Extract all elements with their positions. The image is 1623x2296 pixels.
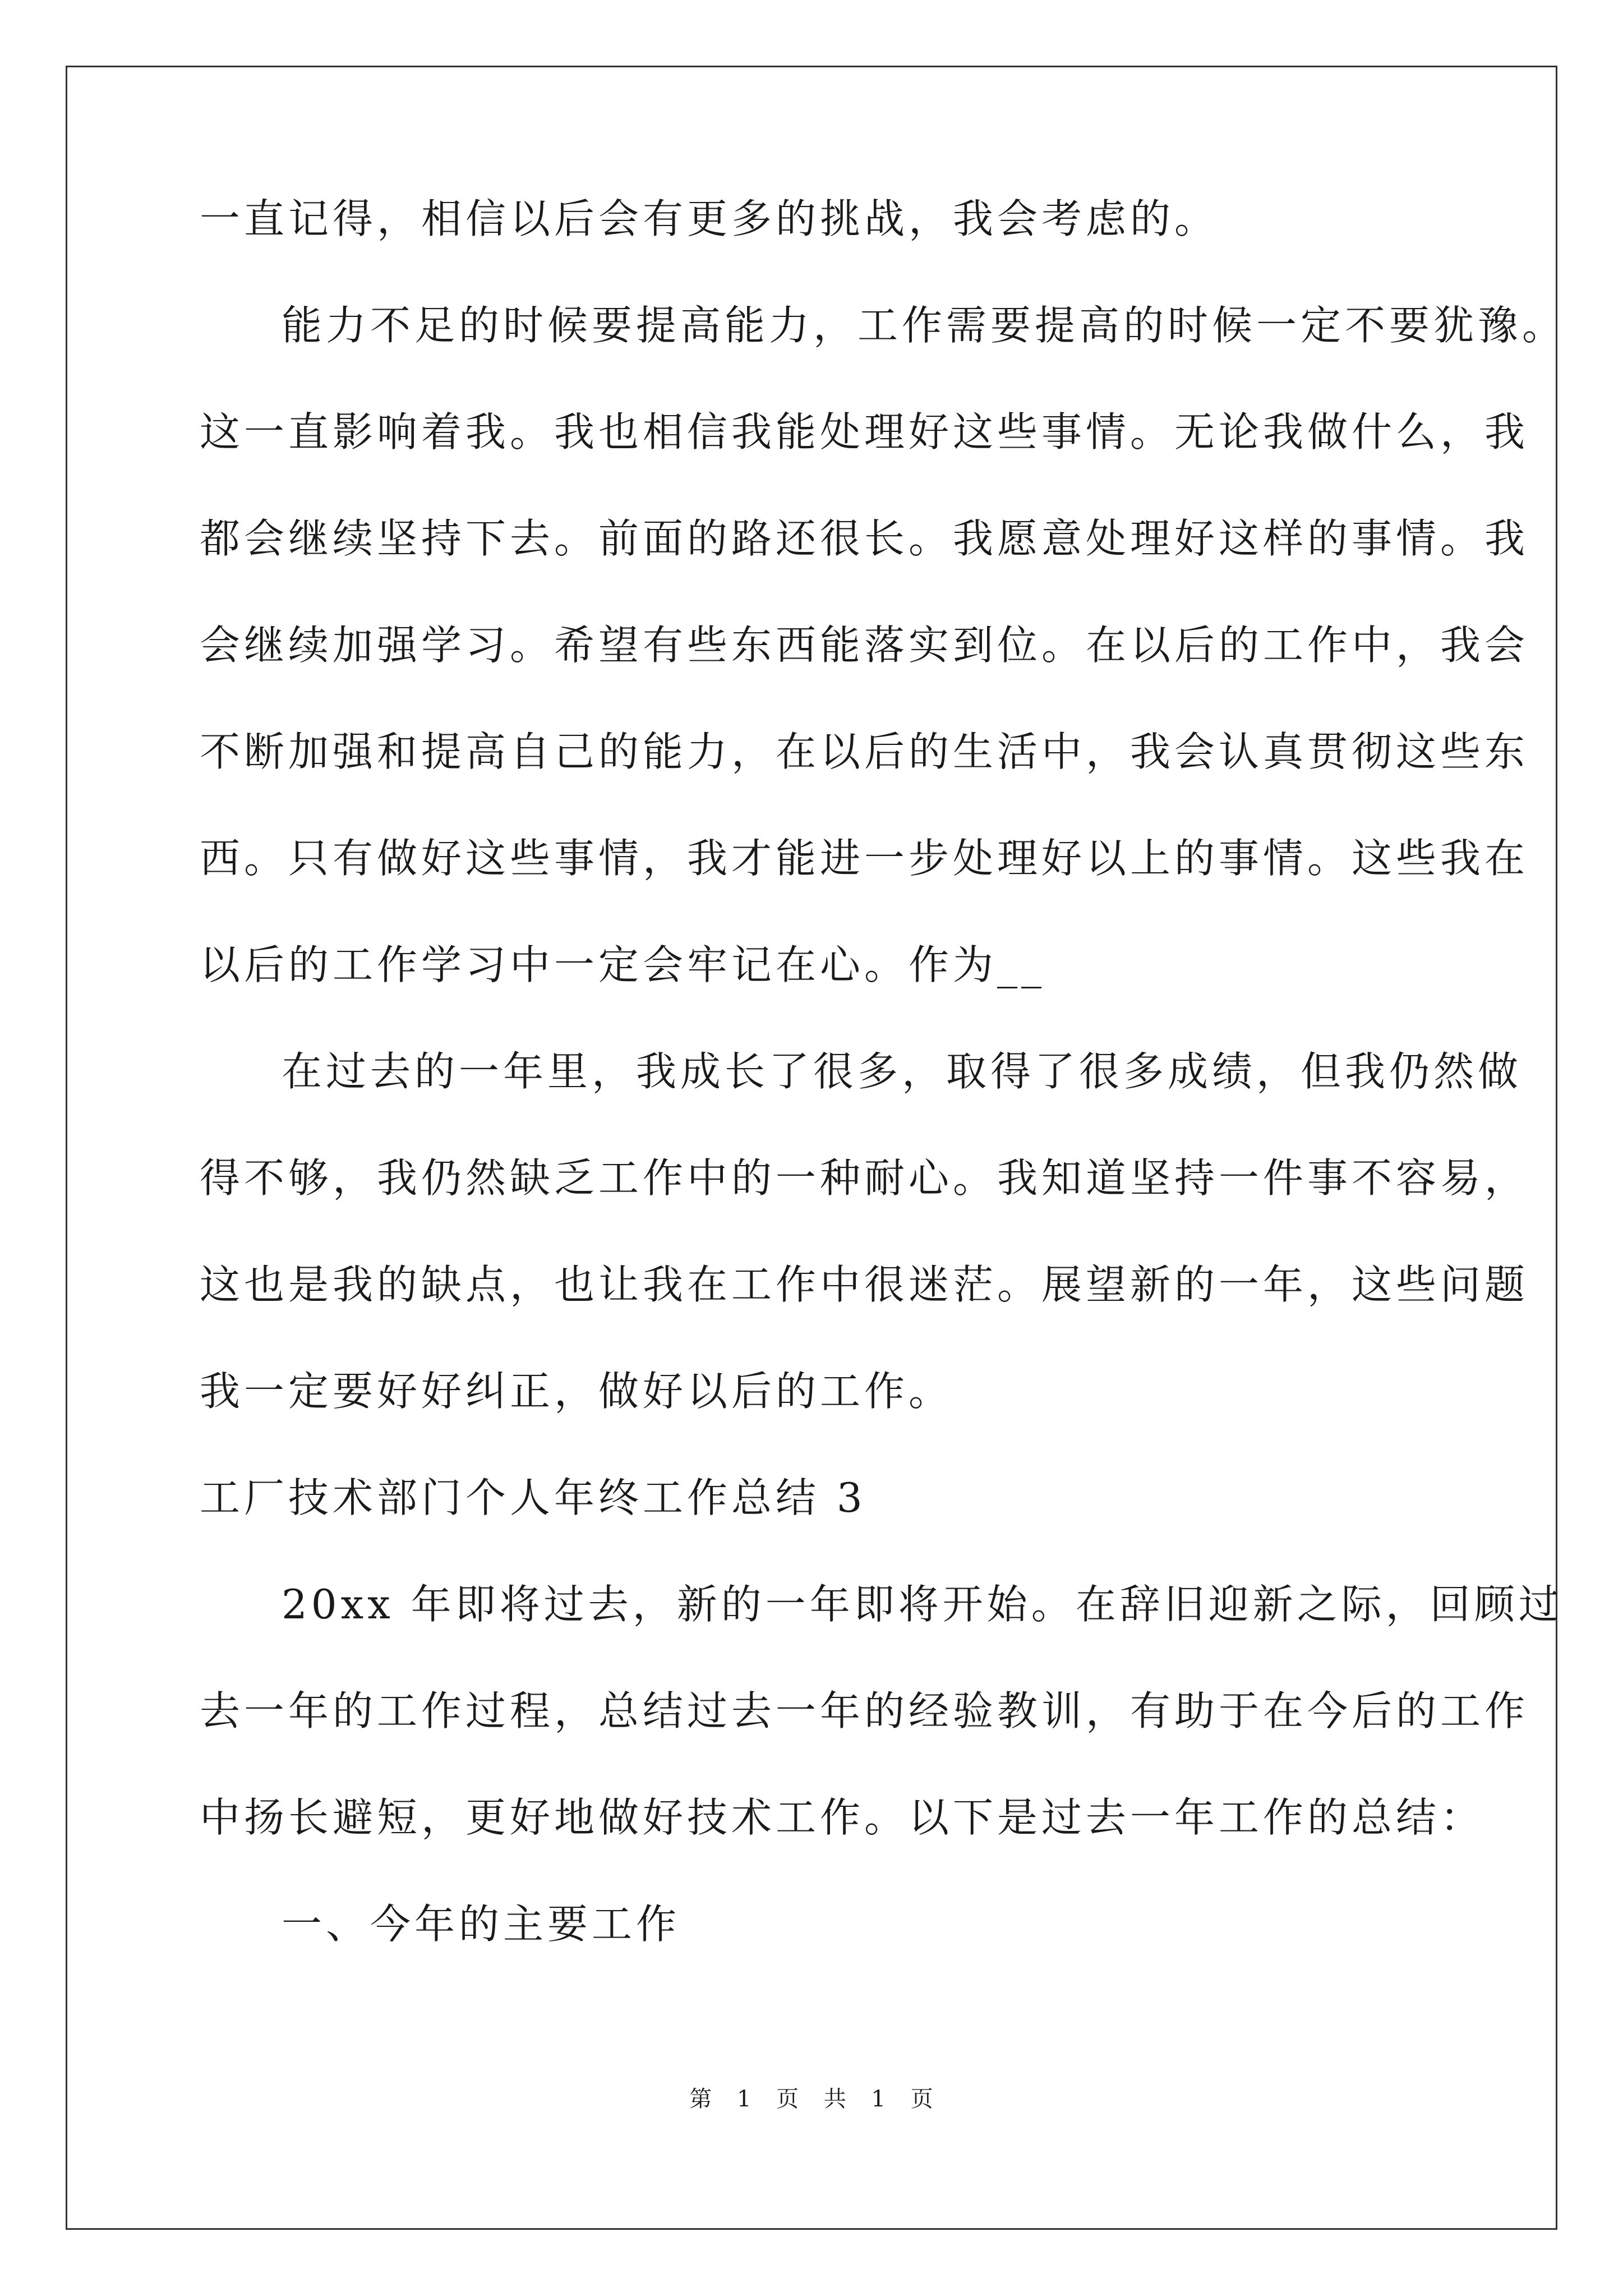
text-line: 这也是我的缺点，也让我在工作中很迷茫。展望新的一年，这些问题 <box>200 1261 1529 1308</box>
text-line: 不断加强和提高自己的能力，在以后的生活中，我会认真贯彻这些东 <box>200 728 1529 775</box>
text-line: 一直记得，相信以后会有更多的挑战，我会考虑的。 <box>200 195 1219 242</box>
text-line: 这一直影响着我。我也相信我能处理好这些事情。无论我做什么，我 <box>200 408 1529 455</box>
text-line: 都会继续坚持下去。前面的路还很长。我愿意处理好这样的事情。我 <box>200 515 1529 562</box>
paragraph-first-line: 20xx 年即将过去，新的一年即将开始。在辞旧迎新之际，回顾过 <box>282 1581 1563 1628</box>
subsection-heading: 一、今年的主要工作 <box>282 1901 681 1948</box>
text-line: 以后的工作学习中一定会牢记在心。作为__ <box>200 941 1046 988</box>
text-line: 我一定要好好纠正，做好以后的工作。 <box>200 1368 953 1415</box>
text-line: 中扬长避短，更好地做好技术工作。以下是过去一年工作的总结： <box>200 1794 1485 1841</box>
text-line: 去一年的工作过程，总结过去一年的经验教训，有助于在今后的工作 <box>200 1687 1529 1734</box>
paragraph-first-line: 在过去的一年里，我成长了很多，取得了很多成绩，但我仍然做 <box>282 1048 1523 1095</box>
page-number-footer: 第 1 页 共 1 页 <box>689 2086 934 2112</box>
paragraph-first-line: 能力不足的时候要提高能力，工作需要提高的时候一定不要犹豫。 <box>282 302 1567 349</box>
text-line: 会继续加强学习。希望有些东西能落实到位。在以后的工作中，我会 <box>200 622 1529 669</box>
text-line: 西。只有做好这些事情，我才能进一步处理好以上的事情。这些我在 <box>200 835 1529 882</box>
text-line: 得不够，我仍然缺乏工作中的一种耐心。我知道坚持一件事不容易， <box>200 1154 1529 1202</box>
section-heading: 工厂技术部门个人年终工作总结 3 <box>200 1474 866 1521</box>
